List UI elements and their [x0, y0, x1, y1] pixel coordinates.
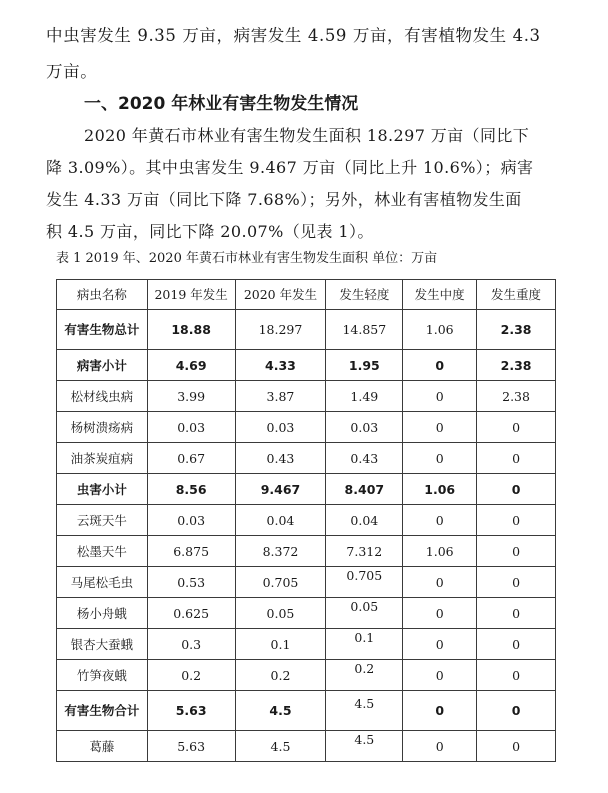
- row-name-cell: 银杏大蚕蛾: [57, 629, 148, 660]
- cell-2020: 8.372: [235, 536, 326, 567]
- cell-severe: 0: [477, 731, 556, 762]
- cell-severe: 0: [477, 660, 556, 691]
- cell-2020: 18.297: [235, 310, 326, 350]
- cell-light: [326, 731, 403, 762]
- header-cell: 发生轻度: [326, 280, 403, 310]
- cell-moderate: 1.06: [403, 474, 477, 505]
- row-name-cell: 杨树溃疡病: [57, 412, 148, 443]
- cell-2019: 5.63: [147, 691, 235, 731]
- cell-severe: 0: [477, 598, 556, 629]
- table-row: [57, 443, 556, 474]
- cell-moderate: 0: [403, 629, 477, 660]
- cell-2019: 3.99: [147, 381, 235, 412]
- cell-2019: 4.69: [147, 350, 235, 381]
- cell-moderate: 0: [403, 660, 477, 691]
- cell-2019: 0.03: [147, 505, 235, 536]
- cell-2019: 0.2: [147, 660, 235, 691]
- cell-moderate: 0: [403, 598, 477, 629]
- cell-light-value: 0.2: [354, 660, 375, 676]
- cell-light: 0.03: [326, 412, 403, 443]
- cell-severe: 0: [477, 474, 556, 505]
- intro-line-2: 万亩。: [46, 62, 98, 81]
- cell-light-value: 0.05: [350, 598, 379, 614]
- cell-moderate: 1.06: [403, 310, 477, 350]
- cell-2020: 0.1: [235, 629, 326, 660]
- cell-light: [326, 629, 403, 660]
- cell-light-value: 4.5: [354, 696, 375, 711]
- row-name-cell: 松墨天牛: [57, 536, 148, 567]
- table-row: [57, 691, 556, 731]
- row-name-cell: 竹笋夜蛾: [57, 660, 148, 691]
- cell-moderate: 1.06: [403, 536, 477, 567]
- row-name-cell: 葛藤: [57, 731, 148, 762]
- table-row: [57, 660, 556, 691]
- cell-light: 7.312: [326, 536, 403, 567]
- cell-light: 0.43: [326, 443, 403, 474]
- cell-2020: 0.2: [235, 660, 326, 691]
- section-heading: 一、2020 年林业有害生物发生情况: [84, 94, 359, 114]
- row-name-cell: 病害小计: [57, 350, 148, 381]
- cell-moderate: 0: [403, 567, 477, 598]
- table-row: [57, 567, 556, 598]
- cell-severe: 0: [477, 412, 556, 443]
- paragraph-line-4: 积 4.5 万亩，同比下降 20.07%（见表 1）。: [46, 222, 374, 241]
- cell-severe: 0: [477, 443, 556, 474]
- table-row: [57, 381, 556, 412]
- row-name-cell: 云斑天牛: [57, 505, 148, 536]
- cell-light: [326, 691, 403, 731]
- cell-2020: 4.33: [235, 350, 326, 381]
- cell-2019: 0.53: [147, 567, 235, 598]
- cell-moderate: 0: [403, 731, 477, 762]
- row-name-cell: 松材线虫病: [57, 381, 148, 412]
- cell-2020: 3.87: [235, 381, 326, 412]
- cell-light: [326, 598, 403, 629]
- paragraph-line-3: 发生 4.33 万亩（同比下降 7.68%）；另外，林业有害植物发生面: [46, 190, 522, 209]
- cell-light-value: 4.5: [354, 731, 375, 747]
- cell-light: 0.04: [326, 505, 403, 536]
- row-name-cell: 杨小舟蛾: [57, 598, 148, 629]
- cell-2019: 8.56: [147, 474, 235, 505]
- cell-2020: 0.43: [235, 443, 326, 474]
- row-name-cell: 虫害小计: [57, 474, 148, 505]
- header-cell: 2020 年发生: [235, 280, 326, 310]
- cell-severe: 2.38: [477, 310, 556, 350]
- cell-light: 1.95: [326, 350, 403, 381]
- header-cell: 病虫名称: [57, 280, 148, 310]
- table-row: [57, 629, 556, 660]
- table-row: [57, 505, 556, 536]
- cell-severe: 0: [477, 691, 556, 731]
- cell-severe: 2.38: [477, 381, 556, 412]
- cell-light-value: 0.705: [346, 567, 383, 583]
- cell-light: [326, 660, 403, 691]
- cell-severe: 0: [477, 567, 556, 598]
- header-cell: 发生重度: [477, 280, 556, 310]
- cell-moderate: 0: [403, 691, 477, 731]
- cell-2020: 9.467: [235, 474, 326, 505]
- row-name-cell: 有害生物合计: [57, 691, 148, 731]
- cell-moderate: 0: [403, 505, 477, 536]
- row-name-cell: 油茶炭疽病: [57, 443, 148, 474]
- cell-2019: 0.67: [147, 443, 235, 474]
- cell-2019: 6.875: [147, 536, 235, 567]
- cell-light: 8.407: [326, 474, 403, 505]
- paragraph-line-1: 2020 年黄石市林业有害生物发生面积 18.297 万亩（同比下: [84, 126, 530, 145]
- table-row: [57, 350, 556, 381]
- cell-moderate: 0: [403, 412, 477, 443]
- table-row: [57, 310, 556, 350]
- header-cell: 发生中度: [403, 280, 477, 310]
- cell-2019: 0.625: [147, 598, 235, 629]
- cell-severe: 0: [477, 629, 556, 660]
- table-header-row: [57, 280, 556, 310]
- table-row: [57, 598, 556, 629]
- intro-line-1: 中虫害发生 9.35 万亩，病害发生 4.59 万亩，有害植物发生 4.3: [46, 26, 541, 45]
- cell-severe: 0: [477, 505, 556, 536]
- table-row: [57, 536, 556, 567]
- header-cell: 2019 年发生: [147, 280, 235, 310]
- pest-area-table: [56, 279, 556, 762]
- cell-moderate: 0: [403, 350, 477, 381]
- cell-severe: 0: [477, 536, 556, 567]
- cell-light: [326, 567, 403, 598]
- cell-2020: 4.5: [235, 731, 326, 762]
- table-row: [57, 412, 556, 443]
- cell-moderate: 0: [403, 381, 477, 412]
- cell-light-value: 0.1: [354, 629, 375, 645]
- cell-2020: 4.5: [235, 691, 326, 731]
- row-name-cell: 马尾松毛虫: [57, 567, 148, 598]
- cell-2019: 5.63: [147, 731, 235, 762]
- cell-2019: 0.3: [147, 629, 235, 660]
- row-name-cell: 有害生物总计: [57, 310, 148, 350]
- table-row: [57, 731, 556, 762]
- cell-light: 14.857: [326, 310, 403, 350]
- cell-2020: 0.705: [235, 567, 326, 598]
- table-row: [57, 474, 556, 505]
- cell-2019: 0.03: [147, 412, 235, 443]
- cell-severe: 2.38: [477, 350, 556, 381]
- cell-2020: 0.04: [235, 505, 326, 536]
- cell-2019: 18.88: [147, 310, 235, 350]
- paragraph-line-2: 降 3.09%）。其中虫害发生 9.467 万亩（同比上升 10.6%）；病害: [46, 158, 534, 177]
- cell-moderate: 0: [403, 443, 477, 474]
- cell-2020: 0.05: [235, 598, 326, 629]
- cell-light: 1.49: [326, 381, 403, 412]
- table-caption: 表 1 2019 年、2020 年黄石市林业有害生物发生面积 单位：万亩: [56, 251, 438, 266]
- cell-2020: 0.03: [235, 412, 326, 443]
